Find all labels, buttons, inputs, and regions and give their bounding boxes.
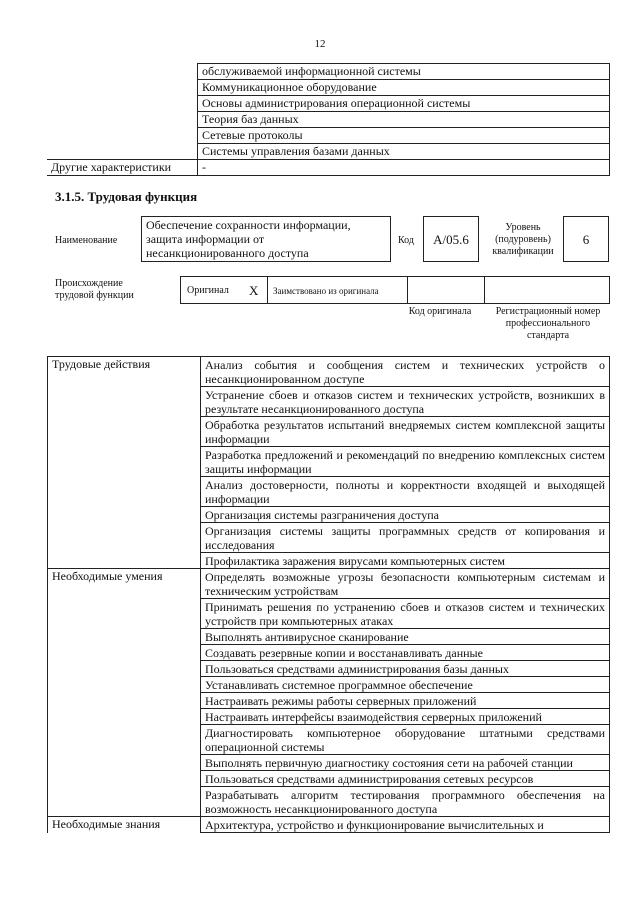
- table-row: [48, 725, 610, 755]
- table-row: [48, 447, 610, 477]
- code-label: Код: [398, 235, 414, 246]
- group-item: Профилактика заражения вирусами компьютерных систем: [201, 553, 610, 569]
- other-characteristics-value: -: [198, 160, 610, 176]
- group-item: Диагностировать компьютерное оборудование штатными средствами операционной системы: [201, 725, 610, 755]
- group-label-cell: [48, 477, 201, 507]
- group-label-cell: [48, 709, 201, 725]
- group-item: Принимать решения по устранению сбоев и отказов систем и технических устройств при компьютерных атаках: [201, 599, 610, 629]
- divider: [407, 277, 408, 303]
- table-row: [48, 629, 610, 645]
- group-label-cell: [48, 725, 201, 755]
- group-label: Трудовые действия: [48, 357, 201, 387]
- group-label-cell: [48, 447, 201, 477]
- table-row: [48, 787, 610, 817]
- table-row: [47, 96, 610, 112]
- group-item: Устанавливать системное программное обеспечение: [201, 677, 610, 693]
- table-row: [48, 599, 610, 629]
- empty-cell: [47, 80, 198, 96]
- table-row: [48, 477, 610, 507]
- knowledge-item: Сетевые протоколы: [198, 128, 610, 144]
- divider: [484, 277, 485, 303]
- level-label: Уровень (подуровень) квалификации: [492, 222, 554, 257]
- group-label-cell: [48, 629, 201, 645]
- group-item: Выполнять первичную диагностику состояния сети на рабочей станции: [201, 755, 610, 771]
- function-code-box: A/05.6: [423, 216, 479, 262]
- table-row: [48, 661, 610, 677]
- group-item: Обработка результатов испытаний внедряемых систем комплексной защиты информации: [201, 417, 610, 447]
- empty-cell: [47, 96, 198, 112]
- group-label-cell: [48, 507, 201, 523]
- level-value-box: 6: [563, 216, 609, 262]
- group-item: Анализ события и сообщения систем и технических устройств о несанкционированном доступе: [201, 357, 610, 387]
- knowledge-continuation-table: [47, 63, 610, 176]
- table-row: [47, 80, 610, 96]
- page-number: 12: [314, 38, 326, 50]
- borrowed-label: Заимствовано из оригинала: [273, 286, 379, 296]
- group-item: Устранение сбоев и отказов систем и технических устройств, возникших в результате несанкционированного доступа: [201, 387, 610, 417]
- table-row: [48, 817, 610, 833]
- table-row: [48, 507, 610, 523]
- table-row: [47, 144, 610, 160]
- table-row: [47, 64, 610, 80]
- table-row: [48, 553, 610, 569]
- knowledge-item: Теория баз данных: [198, 112, 610, 128]
- table-row: [48, 523, 610, 553]
- origin-row: [180, 276, 610, 304]
- group-label-cell: [48, 677, 201, 693]
- group-item: Настраивать режимы работы серверных приложений: [201, 693, 610, 709]
- empty-cell: [47, 112, 198, 128]
- empty-cell: [47, 64, 198, 80]
- group-label-cell: [48, 417, 201, 447]
- function-name-box: Обеспечение сохранности информации, защита информации от несанкционированного доступа: [141, 216, 391, 262]
- table-row: [48, 709, 610, 725]
- group-item: Организация системы защиты программных средств от копирования и исследования: [201, 523, 610, 553]
- original-mark: X: [249, 283, 259, 298]
- group-item: Анализ достоверности, полноты и корректности входящей и выходящей информации: [201, 477, 610, 507]
- group-label: Необходимые умения: [48, 569, 201, 599]
- group-label-cell: [48, 387, 201, 417]
- table-row: [48, 755, 610, 771]
- group-item: Разработка предложений и рекомендаций по внедрению комплексных систем защиты информации: [201, 447, 610, 477]
- knowledge-item: обслуживаемой информационной системы: [198, 64, 610, 80]
- table-row: [48, 771, 610, 787]
- divider: [267, 277, 268, 303]
- group-label: Необходимые знания: [48, 817, 201, 833]
- name-label: Наименование: [55, 235, 118, 246]
- empty-cell: [47, 128, 198, 144]
- table-row: [48, 693, 610, 709]
- group-item: Выполнять антивирусное сканирование: [201, 629, 610, 645]
- table-row: [48, 645, 610, 661]
- group-label-cell: [48, 693, 201, 709]
- labor-function-table: [47, 356, 610, 833]
- group-label-cell: [48, 787, 201, 817]
- knowledge-item: Основы администрирования операционной системы: [198, 96, 610, 112]
- empty-cell: [47, 144, 198, 160]
- group-item: Архитектура, устройство и функционирование вычислительных и: [201, 817, 610, 833]
- group-label-cell: [48, 553, 201, 569]
- table-row: [47, 160, 610, 176]
- group-item: Настраивать интерфейсы взаимодействия серверных приложений: [201, 709, 610, 725]
- reg-number-caption: Регистрационный номер профессионального стандарта: [495, 306, 601, 341]
- knowledge-item: Системы управления базами данных: [198, 144, 610, 160]
- group-label-cell: [48, 523, 201, 553]
- group-item: Создавать резервные копии и восстанавливать данные: [201, 645, 610, 661]
- table-row: [47, 112, 610, 128]
- knowledge-item: Коммуникационное оборудование: [198, 80, 610, 96]
- table-row: [48, 357, 610, 387]
- group-item: Пользоваться средствами администрирования базы данных: [201, 661, 610, 677]
- group-label-cell: [48, 645, 201, 661]
- group-label-cell: [48, 661, 201, 677]
- section-title: 3.1.5. Трудовая функция: [55, 189, 198, 204]
- group-item: Пользоваться средствами администрирования сетевых ресурсов: [201, 771, 610, 787]
- group-item: Определять возможные угрозы безопасности компьютерным системам и техническим устройствам: [201, 569, 610, 599]
- group-label-cell: [48, 771, 201, 787]
- group-item: Организация системы разграничения доступа: [201, 507, 610, 523]
- table-row: [47, 128, 610, 144]
- group-label-cell: [48, 755, 201, 771]
- group-item: Разрабатывать алгоритм тестирования программного обеспечения на возможность несанкционированного доступа: [201, 787, 610, 817]
- group-label-cell: [48, 599, 201, 629]
- other-characteristics-label: Другие характеристики: [47, 160, 198, 176]
- code-original-caption: Код оригинала: [408, 306, 472, 317]
- table-row: [48, 569, 610, 599]
- table-row: [48, 677, 610, 693]
- original-label: Оригинал: [187, 285, 229, 296]
- table-row: [48, 387, 610, 417]
- origin-label: Происхождение трудовой функции: [55, 278, 134, 301]
- table-row: [48, 417, 610, 447]
